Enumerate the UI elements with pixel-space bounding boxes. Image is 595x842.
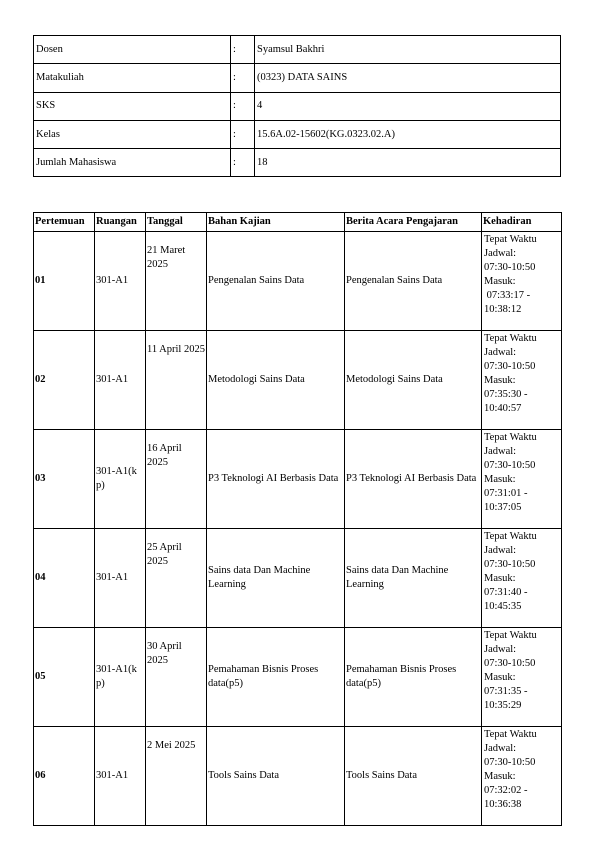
kehadiran-status: Tepat Waktu: [484, 333, 537, 344]
header-berita-acara: Berita Acara Pengajaran: [345, 213, 482, 232]
cell-kehadiran: [482, 529, 562, 628]
kehadiran-masuk-label: Masuk:: [484, 573, 516, 584]
cell-tanggal: 2 Mei 2025: [146, 727, 207, 826]
cell-berita-acara: Metodologi Sains Data: [345, 331, 482, 430]
kehadiran-status: Tepat Waktu: [484, 531, 537, 542]
kehadiran-masuk-label: Masuk:: [484, 672, 516, 683]
header-tanggal: Tanggal: [146, 213, 207, 232]
cell-tanggal: 11 April 2025: [146, 331, 207, 430]
cell-berita-acara: Pemahaman Bisnis Proses data(p5): [345, 628, 482, 727]
info-label: Matakuliah: [34, 64, 231, 92]
info-label: Dosen: [34, 36, 231, 64]
info-value: Syamsul Bakhri: [255, 36, 561, 64]
kehadiran-jadwal-label: Jadwal:: [484, 545, 517, 556]
kehadiran-masuk: 07:31:01 - 10:37:05: [484, 488, 528, 513]
schedule-row: [34, 331, 562, 430]
cell-bahan-kajian: P3 Teknologi AI Berbasis Data: [207, 430, 345, 529]
info-label: SKS: [34, 92, 231, 120]
kehadiran-masuk: 07:33:17 - 10:38:12: [484, 290, 533, 315]
info-row-kelas: [34, 120, 561, 148]
cell-berita-acara: P3 Teknologi AI Berbasis Data: [345, 430, 482, 529]
kehadiran-masuk-label: Masuk:: [484, 276, 516, 287]
cell-pertemuan: 01: [34, 232, 95, 331]
info-separator: :: [231, 64, 255, 92]
info-separator: :: [231, 120, 255, 148]
cell-berita-acara: Tools Sains Data: [345, 727, 482, 826]
kehadiran-status: Tepat Waktu: [484, 630, 537, 641]
kehadiran-status: Tepat Waktu: [484, 729, 537, 740]
header-ruangan: Ruangan: [95, 213, 146, 232]
cell-ruangan: 301-A1(kp): [95, 430, 146, 529]
kehadiran-jadwal: 07:30-10:50: [484, 559, 536, 570]
kehadiran-masuk: 07:31:40 - 10:45:35: [484, 587, 528, 612]
info-value: (0323) DATA SAINS: [255, 64, 561, 92]
cell-ruangan: 301-A1: [95, 529, 146, 628]
cell-kehadiran: [482, 331, 562, 430]
cell-pertemuan: 02: [34, 331, 95, 430]
kehadiran-status: Tepat Waktu: [484, 234, 537, 245]
kehadiran-masuk-label: Masuk:: [484, 771, 516, 782]
info-label: Jumlah Mahasiswa: [34, 149, 231, 177]
schedule-row: [34, 529, 562, 628]
info-row-jumlah-mahasiswa: [34, 149, 561, 177]
cell-bahan-kajian: Metodologi Sains Data: [207, 331, 345, 430]
kehadiran-jadwal: 07:30-10:50: [484, 262, 536, 273]
header-bahan-kajian: Bahan Kajian: [207, 213, 345, 232]
cell-kehadiran: [482, 628, 562, 727]
cell-ruangan: 301-A1: [95, 232, 146, 331]
cell-bahan-kajian: Pemahaman Bisnis Proses data(p5): [207, 628, 345, 727]
cell-pertemuan: 05: [34, 628, 95, 727]
cell-tanggal: 21 Maret 2025: [146, 232, 207, 331]
header-kehadiran: Kehadiran: [482, 213, 562, 232]
kehadiran-status: Tepat Waktu: [484, 432, 537, 443]
info-value: 15.6A.02-15602(KG.0323.02.A): [255, 120, 561, 148]
cell-bahan-kajian: Sains data Dan Machine Learning: [207, 529, 345, 628]
cell-berita-acara: Pengenalan Sains Data: [345, 232, 482, 331]
info-separator: :: [231, 92, 255, 120]
kehadiran-masuk-label: Masuk:: [484, 474, 516, 485]
kehadiran-masuk: 07:31:35 - 10:35:29: [484, 686, 528, 711]
header-pertemuan: Pertemuan: [34, 213, 95, 232]
schedule-row: [34, 727, 562, 826]
info-separator: :: [231, 149, 255, 177]
cell-tanggal: 25 April 2025: [146, 529, 207, 628]
kehadiran-jadwal: 07:30-10:50: [484, 361, 536, 372]
kehadiran-masuk-label: Masuk:: [484, 375, 516, 386]
kehadiran-masuk: 07:32:02 - 10:36:38: [484, 785, 528, 810]
kehadiran-jadwal-label: Jadwal:: [484, 248, 517, 259]
cell-pertemuan: 03: [34, 430, 95, 529]
schedule-table: [33, 212, 562, 826]
kehadiran-jadwal: 07:30-10:50: [484, 658, 536, 669]
cell-kehadiran: [482, 727, 562, 826]
cell-tanggal: 16 April 2025: [146, 430, 207, 529]
cell-berita-acara: Sains data Dan Machine Learning: [345, 529, 482, 628]
kehadiran-jadwal: 07:30-10:50: [484, 757, 536, 768]
cell-kehadiran: [482, 232, 562, 331]
course-info-table: [33, 35, 561, 177]
cell-ruangan: 301-A1: [95, 727, 146, 826]
cell-bahan-kajian: Tools Sains Data: [207, 727, 345, 826]
kehadiran-jadwal-label: Jadwal:: [484, 644, 517, 655]
info-value: 4: [255, 92, 561, 120]
kehadiran-jadwal: 07:30-10:50: [484, 460, 536, 471]
schedule-row: [34, 628, 562, 727]
schedule-header-row: [34, 213, 562, 232]
info-row-dosen: [34, 36, 561, 64]
schedule-row: [34, 430, 562, 529]
kehadiran-jadwal-label: Jadwal:: [484, 446, 517, 457]
cell-ruangan: 301-A1(kp): [95, 628, 146, 727]
info-row-sks: [34, 92, 561, 120]
cell-bahan-kajian: Pengenalan Sains Data: [207, 232, 345, 331]
kehadiran-jadwal-label: Jadwal:: [484, 743, 517, 754]
cell-pertemuan: 04: [34, 529, 95, 628]
kehadiran-jadwal-label: Jadwal:: [484, 347, 517, 358]
cell-tanggal: 30 April 2025: [146, 628, 207, 727]
schedule-row: [34, 232, 562, 331]
cell-ruangan: 301-A1: [95, 331, 146, 430]
info-row-matakuliah: [34, 64, 561, 92]
info-label: Kelas: [34, 120, 231, 148]
info-value: 18: [255, 149, 561, 177]
kehadiran-masuk: 07:35:30 - 10:40:57: [484, 389, 528, 414]
cell-kehadiran: [482, 430, 562, 529]
cell-pertemuan: 06: [34, 727, 95, 826]
info-separator: :: [231, 36, 255, 64]
